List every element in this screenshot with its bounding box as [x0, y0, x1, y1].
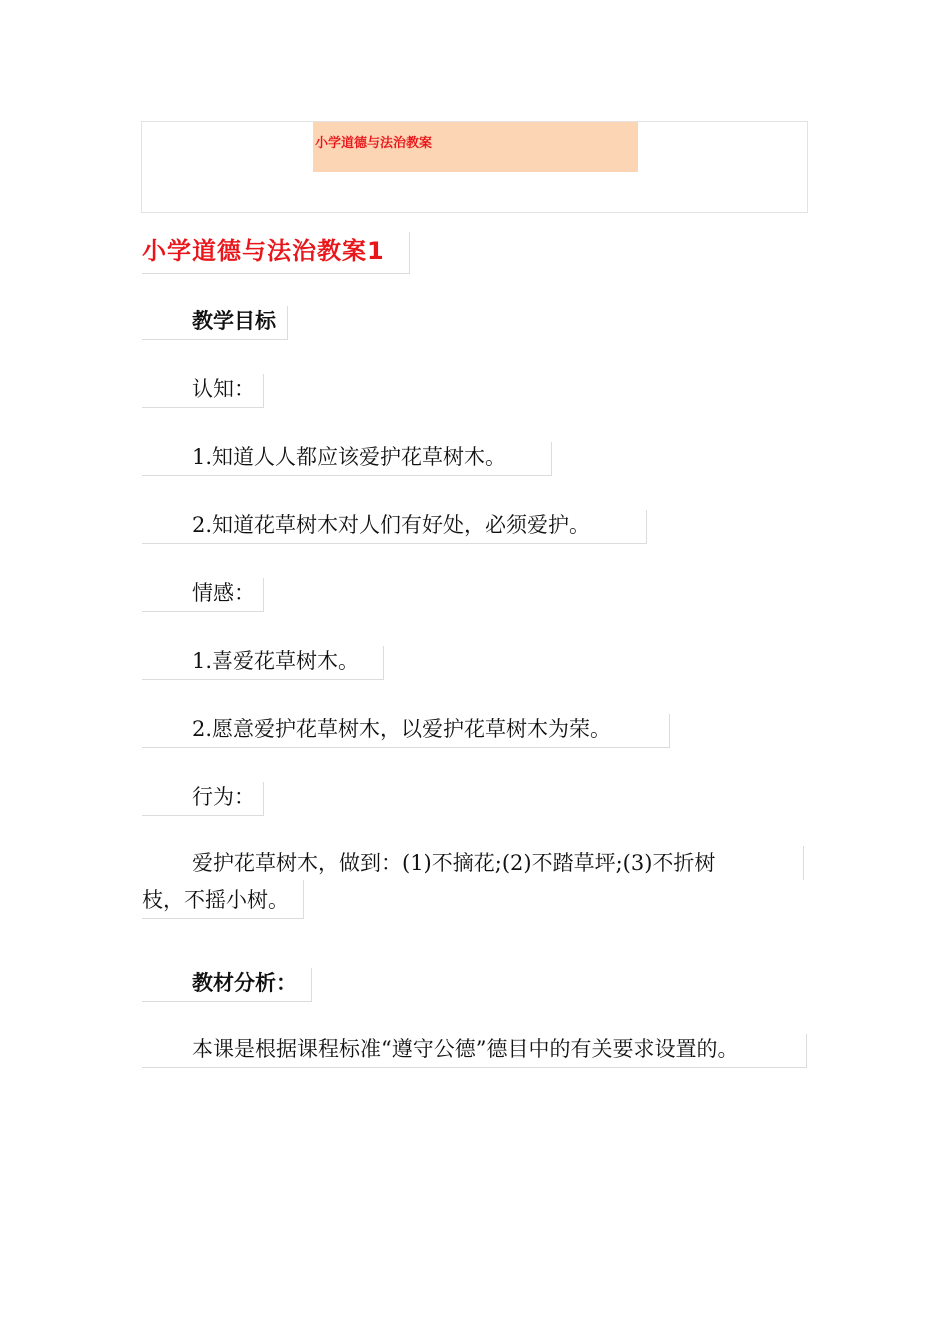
header-title: 小学道德与法治教案 [315, 136, 433, 151]
cognition-item-2: 2.知道花草树木对人们有好处，必须爱护。 [142, 510, 647, 544]
behavior-label: 行为： [142, 782, 264, 816]
analysis-text: 本课是根据课程标准“遵守公德”德目中的有关要求设置的。 [142, 1034, 807, 1068]
behavior-text-line-1: 爱护花草树木，做到：(1)不摘花;(2)不踏草坪;(3)不折树 [142, 846, 804, 880]
section-heading-analysis: 教材分析： [142, 968, 312, 1002]
document-title: 小学道德与法治教案1 [142, 232, 410, 274]
emotion-label: 情感： [142, 578, 264, 612]
cognition-item-1: 1.知道人人都应该爱护花草树木。 [142, 442, 552, 476]
cognition-label: 认知： [142, 374, 264, 408]
header-band [313, 122, 638, 172]
behavior-paragraph [142, 846, 804, 919]
section-heading-objectives: 教学目标 [142, 306, 288, 340]
emotion-item-2: 2.愿意爱护花草树木，以爱护花草树木为荣。 [142, 714, 670, 748]
emotion-item-1: 1.喜爱花草树木。 [142, 646, 384, 680]
behavior-text-line-2: 枝，不摇小树。 [142, 880, 304, 919]
page-header [141, 121, 808, 213]
